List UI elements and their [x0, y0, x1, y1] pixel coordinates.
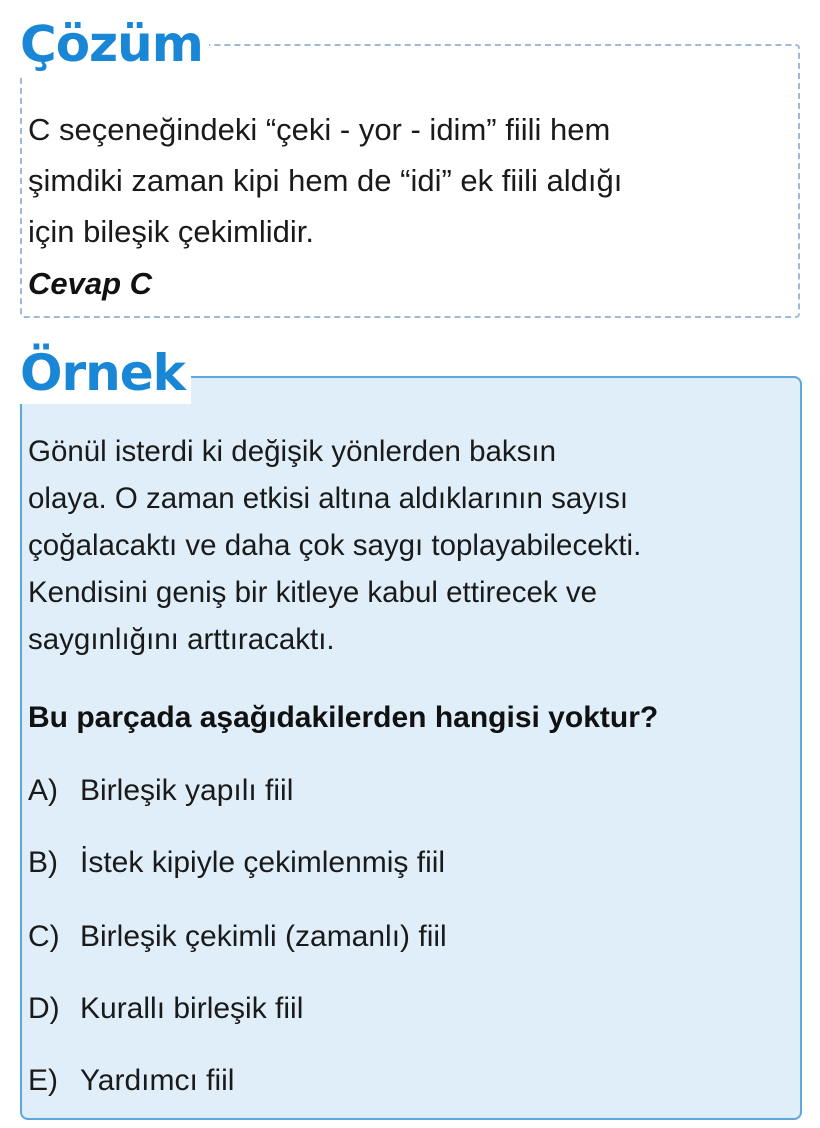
example-heading: Örnek — [20, 342, 191, 404]
option-letter: E) — [28, 1064, 58, 1097]
solution-line: için bileşik çekimlidir. — [28, 214, 314, 249]
question-text: Bu parçada aşağıdakilerden hangisi yoktur? — [28, 701, 659, 734]
option-a[interactable] — [28, 767, 293, 815]
option-letter: C) — [28, 920, 60, 953]
option-d[interactable] — [28, 985, 303, 1033]
example-passage — [28, 428, 796, 663]
solution-text — [28, 104, 788, 257]
option-e[interactable] — [28, 1057, 234, 1105]
option-text: İstek kipiyle çekimlenmiş fiil — [80, 846, 446, 879]
option-text: Yardımcı fiil — [80, 1064, 235, 1097]
solution-line: şimdiki zaman kipi hem de “idi” ek fiili aldığı — [28, 163, 623, 198]
option-letter: D) — [28, 992, 60, 1025]
solution-heading: Çözüm — [20, 14, 209, 74]
solution-answer: Cevap C — [28, 266, 153, 301]
option-c[interactable] — [28, 913, 447, 961]
option-letter: B) — [28, 846, 58, 879]
passage-line: olaya. O zaman etkisi altına aldıklarının sayısı — [28, 482, 629, 515]
passage-line: Gönül isterdi ki değişik yönlerden baksın — [28, 435, 557, 468]
option-text: Kurallı birleşik fiil — [80, 992, 304, 1025]
option-text: Birleşik çekimli (zamanlı) fiil — [80, 920, 447, 953]
passage-line: çoğalacaktı ve daha çok saygı toplayabilecekti. — [28, 529, 642, 562]
option-letter: A) — [28, 774, 58, 807]
passage-line: saygınlığını arttıracaktı. — [28, 623, 335, 656]
option-b[interactable] — [28, 839, 445, 887]
solution-line: C seçeneğindeki “çeki - yor - idim” fiili hem — [28, 112, 611, 147]
option-text: Birleşik yapılı fiil — [80, 774, 294, 807]
passage-line: Kendisini geniş bir kitleye kabul ettirecek ve — [28, 576, 597, 609]
